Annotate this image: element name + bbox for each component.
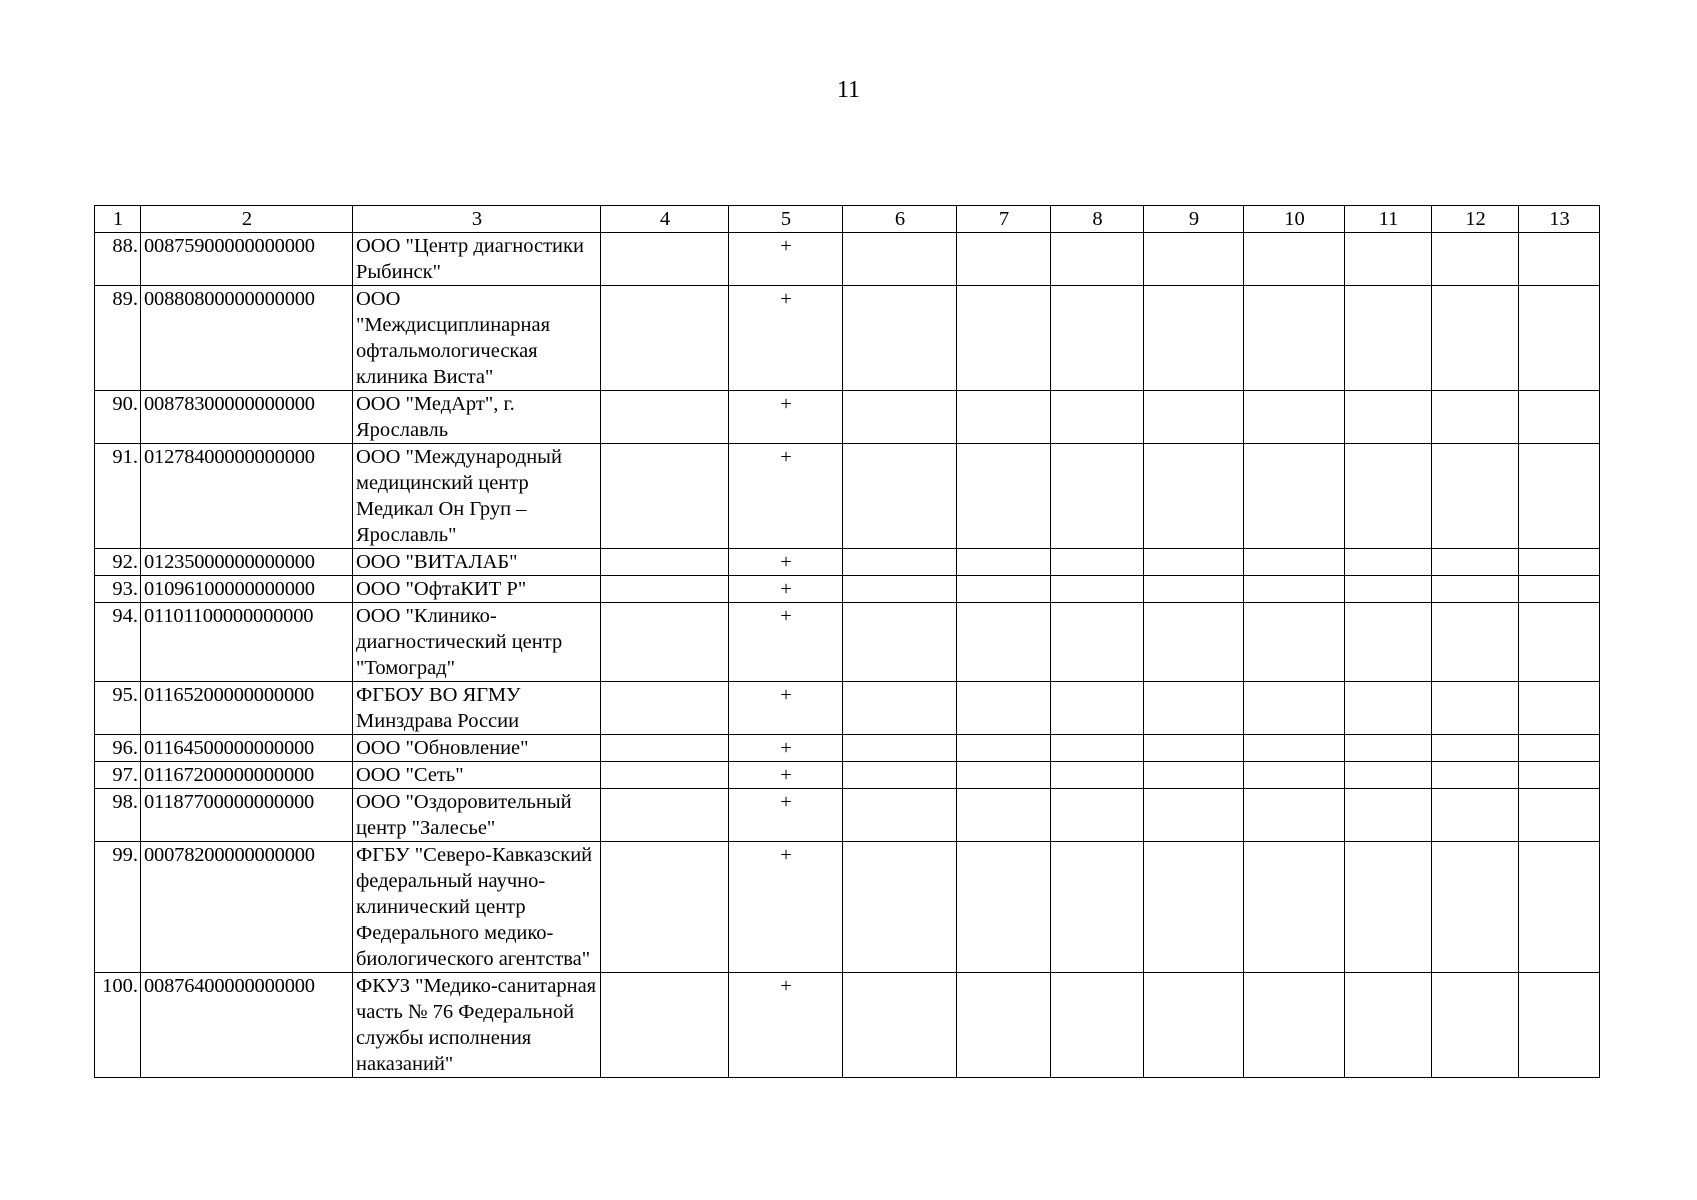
row-number-cell: 100. [95,973,141,1078]
column-9-cell [1144,233,1244,286]
column-8-cell [1051,603,1144,682]
column-13-cell [1519,735,1600,762]
code-cell: 00878300000000000 [141,391,353,444]
organization-name-cell: ООО "МедАрт", г. Ярославль [353,391,601,444]
column-5-cell: + [729,576,843,603]
column-6-cell [843,762,957,789]
column-4-cell [601,549,729,576]
table-row [95,233,1600,286]
code-cell: 01167200000000000 [141,762,353,789]
column-11-cell [1345,286,1432,391]
row-number-cell: 94. [95,603,141,682]
column-13-cell [1519,549,1600,576]
column-8-cell [1051,391,1144,444]
column-13-cell [1519,576,1600,603]
column-8-cell [1051,549,1144,576]
column-9-cell [1144,391,1244,444]
column-5-cell: + [729,603,843,682]
code-cell: 00078200000000000 [141,842,353,973]
column-4-cell [601,973,729,1078]
organization-name-cell: ООО "Сеть" [353,762,601,789]
column-header-7: 7 [957,206,1051,233]
column-10-cell [1244,682,1345,735]
code-cell: 00875900000000000 [141,233,353,286]
table-row [95,762,1600,789]
column-13-cell [1519,603,1600,682]
column-13-cell [1519,682,1600,735]
column-12-cell [1432,549,1519,576]
column-7-cell [957,842,1051,973]
column-8-cell [1051,233,1144,286]
column-6-cell [843,789,957,842]
header-row [95,206,1600,233]
column-7-cell [957,391,1051,444]
column-5-cell: + [729,444,843,549]
column-11-cell [1345,973,1432,1078]
table-row [95,391,1600,444]
column-9-cell [1144,973,1244,1078]
organization-name-cell: ООО "Обновление" [353,735,601,762]
table-row [95,682,1600,735]
column-7-cell [957,576,1051,603]
column-13-cell [1519,789,1600,842]
page-number: 11 [836,77,861,103]
column-7-cell [957,682,1051,735]
column-9-cell [1144,444,1244,549]
column-5-cell: + [729,973,843,1078]
organization-name-cell: ООО "Оздоровительный центр "Залесье" [353,789,601,842]
column-6-cell [843,233,957,286]
column-9-cell [1144,682,1244,735]
column-header-4: 4 [601,206,729,233]
column-9-cell [1144,549,1244,576]
column-4-cell [601,576,729,603]
column-6-cell [843,842,957,973]
column-6-cell [843,735,957,762]
column-10-cell [1244,576,1345,603]
column-6-cell [843,549,957,576]
column-5-cell: + [729,391,843,444]
column-header-11: 11 [1345,206,1432,233]
code-cell: 00876400000000000 [141,973,353,1078]
organization-name-cell: ООО "ВИТАЛАБ" [353,549,601,576]
column-9-cell [1144,603,1244,682]
column-4-cell [601,682,729,735]
column-4-cell [601,789,729,842]
column-12-cell [1432,789,1519,842]
column-5-cell: + [729,842,843,973]
column-8-cell [1051,735,1144,762]
column-11-cell [1345,444,1432,549]
table-row [95,286,1600,391]
row-number-cell: 88. [95,233,141,286]
column-7-cell [957,973,1051,1078]
column-4-cell [601,762,729,789]
column-4-cell [601,391,729,444]
column-6-cell [843,973,957,1078]
column-7-cell [957,233,1051,286]
column-13-cell [1519,762,1600,789]
row-number-cell: 92. [95,549,141,576]
row-number-cell: 95. [95,682,141,735]
code-cell: 01278400000000000 [141,444,353,549]
row-number-cell: 99. [95,842,141,973]
code-cell: 01187700000000000 [141,789,353,842]
column-12-cell [1432,973,1519,1078]
column-12-cell [1432,762,1519,789]
column-13-cell [1519,842,1600,973]
column-header-2: 2 [141,206,353,233]
column-12-cell [1432,603,1519,682]
column-5-cell: + [729,286,843,391]
column-9-cell [1144,789,1244,842]
column-header-12: 12 [1432,206,1519,233]
column-8-cell [1051,762,1144,789]
column-11-cell [1345,842,1432,973]
column-9-cell [1144,576,1244,603]
column-9-cell [1144,762,1244,789]
column-7-cell [957,549,1051,576]
column-7-cell [957,444,1051,549]
column-10-cell [1244,391,1345,444]
organization-name-cell: ООО "ОфтаКИТ Р" [353,576,601,603]
column-5-cell: + [729,735,843,762]
column-8-cell [1051,842,1144,973]
row-number-cell: 89. [95,286,141,391]
column-7-cell [957,735,1051,762]
column-10-cell [1244,603,1345,682]
column-8-cell [1051,789,1144,842]
column-5-cell: + [729,762,843,789]
organization-name-cell: ФГБУ "Северо-Кавказский федеральный научно-клинический центр Федерального медико-биологического агентства" [353,842,601,973]
column-7-cell [957,789,1051,842]
column-12-cell [1432,682,1519,735]
column-11-cell [1345,762,1432,789]
code-cell: 01101100000000000 [141,603,353,682]
table-row [95,549,1600,576]
column-13-cell [1519,391,1600,444]
column-7-cell [957,286,1051,391]
column-13-cell [1519,444,1600,549]
column-4-cell [601,286,729,391]
row-number-cell: 90. [95,391,141,444]
table-row [95,603,1600,682]
column-4-cell [601,842,729,973]
registry-table [94,205,1600,1078]
column-11-cell [1345,603,1432,682]
column-9-cell [1144,735,1244,762]
column-header-1: 1 [95,206,141,233]
row-number-cell: 93. [95,576,141,603]
column-header-10: 10 [1244,206,1345,233]
column-6-cell [843,576,957,603]
column-header-8: 8 [1051,206,1144,233]
column-10-cell [1244,549,1345,576]
organization-name-cell: ООО "Международный медицинский центр Медикал Он Груп – Ярославль" [353,444,601,549]
column-12-cell [1432,576,1519,603]
column-5-cell: + [729,233,843,286]
column-10-cell [1244,973,1345,1078]
column-9-cell [1144,286,1244,391]
column-4-cell [601,233,729,286]
column-10-cell [1244,762,1345,789]
column-12-cell [1432,233,1519,286]
column-8-cell [1051,286,1144,391]
column-12-cell [1432,735,1519,762]
table-body [95,233,1600,1078]
column-10-cell [1244,444,1345,549]
column-5-cell: + [729,682,843,735]
code-cell: 01096100000000000 [141,576,353,603]
column-12-cell [1432,286,1519,391]
column-header-13: 13 [1519,206,1600,233]
column-11-cell [1345,576,1432,603]
column-9-cell [1144,842,1244,973]
column-4-cell [601,444,729,549]
column-6-cell [843,391,957,444]
column-12-cell [1432,391,1519,444]
column-7-cell [957,762,1051,789]
code-cell: 00880800000000000 [141,286,353,391]
column-header-6: 6 [843,206,957,233]
organization-name-cell: ООО "Клинико-диагностический центр "Томоград" [353,603,601,682]
column-11-cell [1345,789,1432,842]
column-5-cell: + [729,549,843,576]
column-10-cell [1244,286,1345,391]
table-row [95,842,1600,973]
row-number-cell: 96. [95,735,141,762]
column-8-cell [1051,576,1144,603]
column-7-cell [957,603,1051,682]
table-row [95,444,1600,549]
column-5-cell: + [729,789,843,842]
table-row [95,973,1600,1078]
organization-name-cell: ООО "Центр диагностики Рыбинск" [353,233,601,286]
column-12-cell [1432,444,1519,549]
column-13-cell [1519,286,1600,391]
row-number-cell: 98. [95,789,141,842]
column-11-cell [1345,549,1432,576]
column-6-cell [843,682,957,735]
column-header-3: 3 [353,206,601,233]
code-cell: 01165200000000000 [141,682,353,735]
column-12-cell [1432,842,1519,973]
column-11-cell [1345,391,1432,444]
column-10-cell [1244,842,1345,973]
column-8-cell [1051,444,1144,549]
row-number-cell: 91. [95,444,141,549]
column-4-cell [601,735,729,762]
column-8-cell [1051,973,1144,1078]
column-4-cell [601,603,729,682]
column-header-9: 9 [1144,206,1244,233]
column-11-cell [1345,682,1432,735]
organization-name-cell: ФКУЗ "Медико-санитарная часть № 76 Федеральной службы исполнения наказаний" [353,973,601,1078]
table-row [95,789,1600,842]
table-row [95,735,1600,762]
column-11-cell [1345,735,1432,762]
column-6-cell [843,286,957,391]
column-11-cell [1345,233,1432,286]
column-10-cell [1244,735,1345,762]
column-10-cell [1244,789,1345,842]
column-header-5: 5 [729,206,843,233]
column-13-cell [1519,233,1600,286]
column-8-cell [1051,682,1144,735]
column-13-cell [1519,973,1600,1078]
code-cell: 01235000000000000 [141,549,353,576]
column-10-cell [1244,233,1345,286]
organization-name-cell: ООО "Междисциплинарная офтальмологическая клиника Виста" [353,286,601,391]
column-6-cell [843,603,957,682]
code-cell: 01164500000000000 [141,735,353,762]
table-row [95,576,1600,603]
organization-name-cell: ФГБОУ ВО ЯГМУ Минздрава России [353,682,601,735]
column-6-cell [843,444,957,549]
row-number-cell: 97. [95,762,141,789]
